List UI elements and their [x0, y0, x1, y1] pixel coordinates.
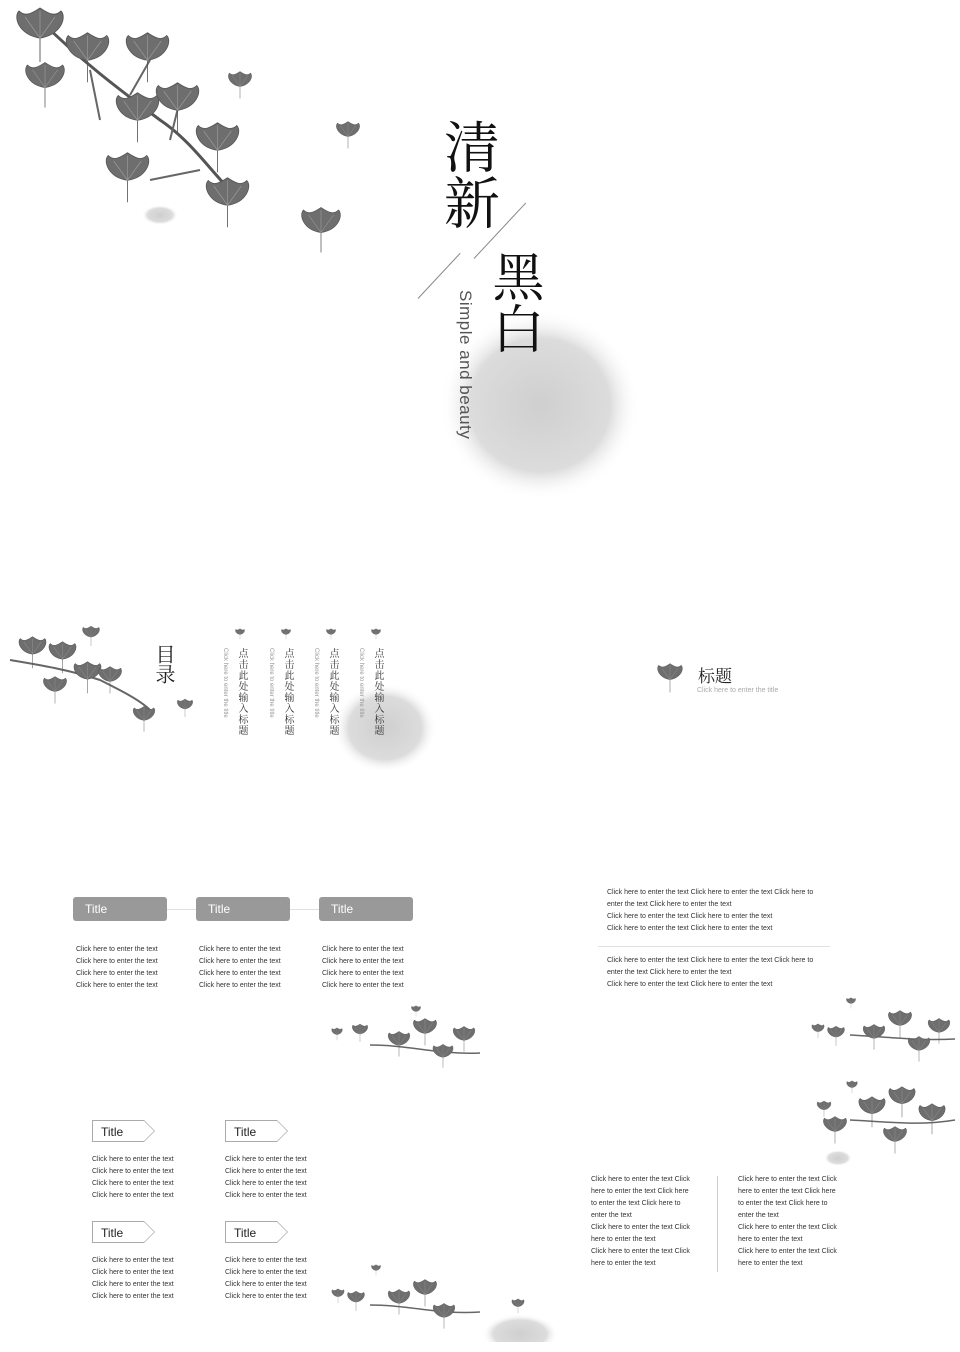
- text-line: Click here to enter the text Click here to enter the text: [607, 913, 773, 920]
- cover-subtitle: Simple and beauty: [456, 290, 475, 440]
- text-line: Click here to enter the text: [76, 970, 158, 977]
- text-line: Click here to enter the text: [322, 946, 404, 953]
- text-line: Click here to enter the text: [322, 958, 404, 965]
- text-line: here to enter the text: [738, 1260, 803, 1267]
- text-line: Click here to enter the text: [199, 970, 281, 977]
- toc-item-caption: Click here to enter the title: [358, 648, 364, 718]
- text-block[interactable]: [322, 944, 404, 992]
- title-boxes-slide: [0, 860, 480, 1080]
- text-line: here to enter the text: [591, 1260, 656, 1267]
- leaf-icon: [333, 120, 363, 150]
- title-tag[interactable]: Title: [92, 1120, 144, 1142]
- ginkgo-branch-illustration: [810, 1080, 960, 1175]
- text-line: Click here to enter the text: [225, 1192, 307, 1199]
- cover-title-line1: 清新: [435, 118, 500, 230]
- text-line: enter the text Click here to enter the text: [607, 901, 732, 908]
- text-line: enter the text: [591, 1212, 632, 1219]
- text-line: Click here to enter the text Click: [591, 1176, 690, 1183]
- text-line: Click here to enter the text: [225, 1180, 307, 1187]
- text-line: Click here to enter the text: [225, 1257, 307, 1264]
- text-line: Click here to enter the text: [92, 1257, 174, 1264]
- toc-item[interactable]: [268, 648, 298, 738]
- text-line: Click here to enter the text Click here to enter the text: [607, 925, 773, 932]
- heading-caption[interactable]: Click here to enter the title: [697, 687, 779, 694]
- title-box[interactable]: Title: [73, 897, 167, 921]
- text-line: Click here to enter the text: [76, 958, 158, 965]
- toc-slide: [0, 620, 480, 770]
- text-line: Click here to enter the text: [92, 1293, 174, 1300]
- toc-item-title: 点击此处输入标题: [327, 648, 338, 736]
- text-line: Click here to enter the text: [92, 1281, 174, 1288]
- text-line: to enter the text Click here to: [591, 1200, 681, 1207]
- ink-wash-blot: [480, 1312, 560, 1342]
- text-line: Click here to enter the text Click: [738, 1224, 837, 1231]
- text-line: Click here to enter the text Click: [591, 1224, 690, 1231]
- toc-item-caption: Click here to enter the title: [268, 648, 274, 718]
- text-line: Click here to enter the text: [92, 1192, 174, 1199]
- text-line: Click here to enter the text: [225, 1293, 307, 1300]
- column-divider: [717, 1176, 718, 1272]
- text-line: Click here to enter the text: [225, 1269, 307, 1276]
- text-line: Click here to enter the text: [92, 1156, 174, 1163]
- two-column-slide: [480, 1080, 960, 1342]
- leaf-icon: [325, 628, 337, 640]
- toc-title: 目录: [152, 644, 176, 684]
- ginkgo-branch-illustration: [0, 0, 270, 240]
- text-line: Click here to enter the text Click here to enter the text Click here to: [607, 957, 814, 964]
- title-box[interactable]: Title: [196, 897, 290, 921]
- text-block[interactable]: [225, 1255, 307, 1303]
- text-line: Click here to enter the text: [322, 982, 404, 989]
- leaf-icon: [296, 205, 346, 255]
- cover-slide: [0, 0, 960, 540]
- text-line: here to enter the text: [738, 1236, 803, 1243]
- title-tag[interactable]: Title: [225, 1120, 277, 1142]
- text-blocks-slide: [480, 860, 960, 1080]
- text-line: here to enter the text Click here: [591, 1188, 689, 1195]
- paragraph[interactable]: [607, 887, 813, 935]
- text-block[interactable]: [76, 944, 158, 992]
- leaf-icon: [654, 662, 686, 694]
- heading-slide: [480, 620, 960, 770]
- toc-item-caption: Click here to enter the title: [222, 648, 228, 718]
- text-line: Click here to enter the text Click: [738, 1176, 837, 1183]
- text-line: Click here to enter the text: [92, 1180, 174, 1187]
- ginkgo-branch-illustration: [810, 995, 960, 1080]
- toc-item[interactable]: [358, 648, 388, 738]
- paragraph[interactable]: [607, 955, 813, 991]
- leaf-icon: [370, 628, 382, 640]
- title-tag[interactable]: Title: [92, 1221, 144, 1243]
- text-line: enter the text: [738, 1212, 779, 1219]
- leaf-icon: [510, 1298, 526, 1314]
- text-line: enter the text Click here to enter the text: [607, 969, 732, 976]
- toc-item[interactable]: [313, 648, 343, 738]
- text-line: Click here to enter the text: [199, 946, 281, 953]
- ginkgo-branch-illustration: [330, 1260, 480, 1342]
- text-line: Click here to enter the text: [225, 1156, 307, 1163]
- text-line: Click here to enter the text: [199, 982, 281, 989]
- ginkgo-branch-illustration: [0, 620, 200, 750]
- column-text[interactable]: [591, 1174, 690, 1270]
- text-line: Click here to enter the text Click: [738, 1248, 837, 1255]
- title-tag[interactable]: Title: [225, 1221, 277, 1243]
- text-line: here to enter the text: [591, 1236, 656, 1243]
- cover-title-line2: 黑白: [483, 250, 543, 354]
- toc-item-title: 点击此处输入标题: [236, 648, 247, 736]
- toc-item-caption: Click here to enter the title: [313, 648, 319, 718]
- text-line: Click here to enter the text: [322, 970, 404, 977]
- tags-slide: [0, 1080, 480, 1342]
- toc-item[interactable]: [222, 648, 252, 738]
- divider: [598, 946, 830, 947]
- text-line: Click here to enter the text: [76, 946, 158, 953]
- text-block[interactable]: [225, 1154, 307, 1202]
- text-line: here to enter the text Click here: [738, 1188, 836, 1195]
- text-line: Click here to enter the text: [76, 982, 158, 989]
- text-block[interactable]: [92, 1255, 174, 1303]
- title-box[interactable]: Title: [319, 897, 413, 921]
- text-line: Click here to enter the text: [225, 1168, 307, 1175]
- text-block[interactable]: [199, 944, 281, 992]
- text-line: Click here to enter the text Click: [591, 1248, 690, 1255]
- column-text[interactable]: [738, 1174, 837, 1270]
- heading-title[interactable]: 标题: [698, 667, 732, 687]
- text-line: Click here to enter the text: [92, 1269, 174, 1276]
- toc-item-title: 点击此处输入标题: [282, 648, 293, 736]
- text-block[interactable]: [92, 1154, 174, 1202]
- ginkgo-branch-illustration: [330, 1005, 480, 1080]
- leaf-icon: [234, 628, 246, 640]
- text-line: Click here to enter the text: [199, 958, 281, 965]
- leaf-icon: [280, 628, 292, 640]
- text-line: Click here to enter the text Click here to enter the text Click here to: [607, 889, 814, 896]
- text-line: Click here to enter the text: [92, 1168, 174, 1175]
- text-line: to enter the text Click here to: [738, 1200, 828, 1207]
- text-line: Click here to enter the text Click here to enter the text: [607, 981, 773, 988]
- leaf-icon: [225, 70, 255, 100]
- toc-item-title: 点击此处输入标题: [372, 648, 383, 736]
- text-line: Click here to enter the text: [225, 1281, 307, 1288]
